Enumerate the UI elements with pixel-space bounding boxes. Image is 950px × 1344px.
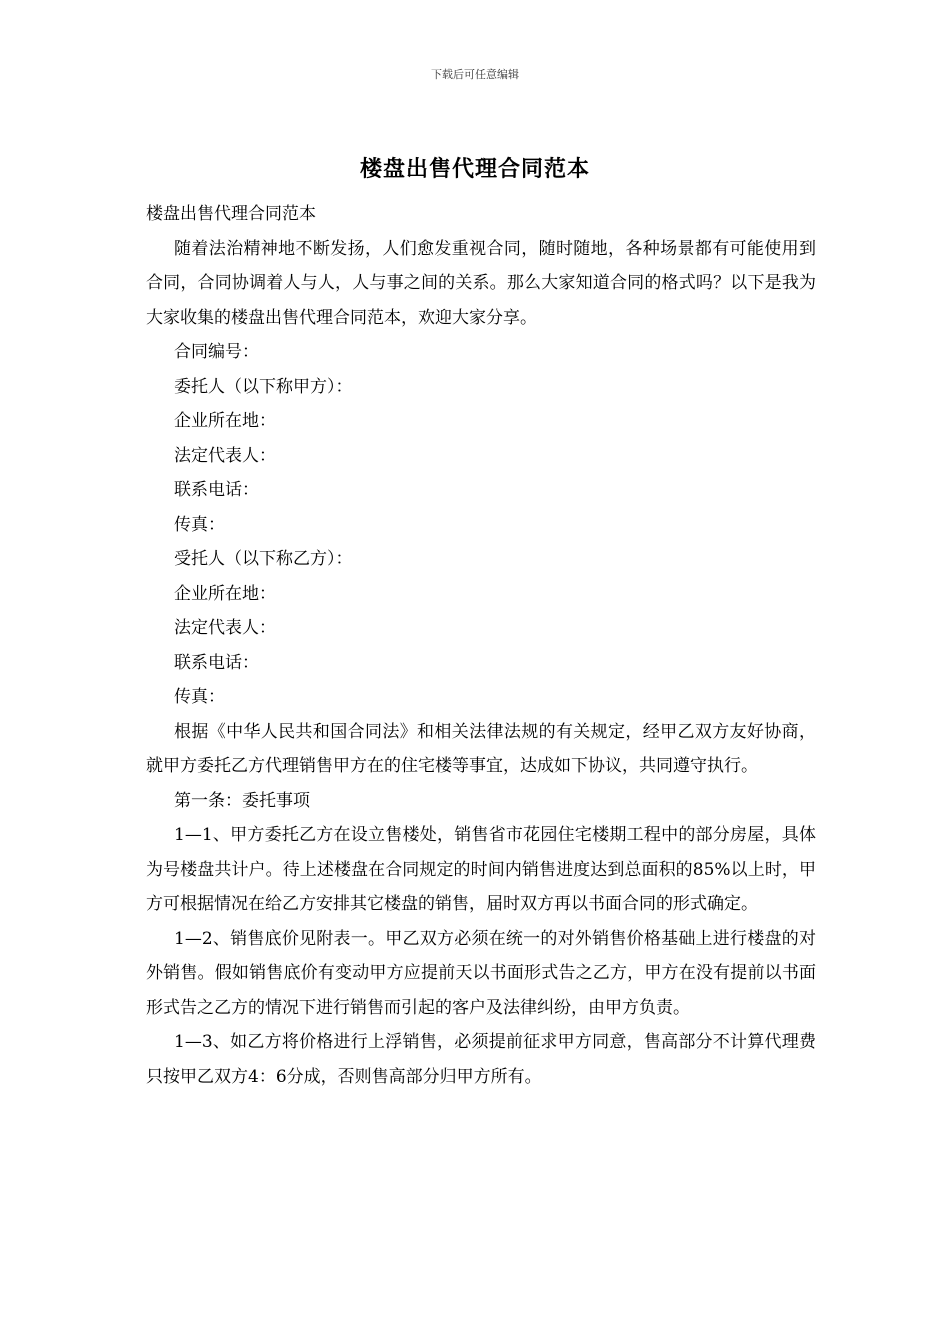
party-b-phone-field: 联系电话： [174, 652, 259, 673]
subtitle-line: 楼盘出售代理合同范本 [146, 204, 316, 224]
party-b-fax-field: 传真： [174, 687, 225, 707]
document-title: 楼盘出售代理合同范本 [359, 156, 590, 182]
document-body [146, 197, 816, 1094]
party-a-phone-field: 联系电话： [174, 480, 259, 500]
party-a-fax-field: 传真： [174, 514, 225, 535]
party-a-heading: 委托人（以下称甲方）： [174, 376, 353, 397]
party-b-representative-field: 法定代表人： [174, 618, 276, 638]
clause-1-3: 1—3、如乙方将价格进行上浮销售，必须提前征求甲方同意，售高部分不计算代理费只按甲乙双方4：6分成，否则售高部分归甲方所有。 [146, 1032, 816, 1087]
party-b-heading: 受托人（以下称乙方）： [174, 549, 353, 569]
party-b-address-field: 企业所在地： [174, 583, 276, 604]
legal-basis-paragraph: 根据《中华人民共和国合同法》和相关法律法规的有关规定，经甲乙双方友好协商，就甲方委托乙方代理销售甲方在的住宅楼等事宜，达成如下协议，共同遵守执行。 [146, 721, 816, 776]
clause-1-2: 1—2、销售底价见附表一。甲乙双方必须在统一的对外销售价格基础上进行楼盘的对外销售。假如销售底价有变动甲方应提前天以书面形式告之乙方，甲方在没有提前以书面形式告之乙方的情况下进行销售而引起的客户及法律纠纷，由甲方负责。 [146, 928, 816, 1018]
clause-1-1: 1—1、甲方委托乙方在设立售楼处，销售省市花园住宅楼期工程中的部分房屋，具体为号楼盘共计户。待上述楼盘在合同规定的时间内销售进度达到总面积的85%以上时，甲方可根据情况在给乙方安排其它楼盘的销售，届时双方再以书面合同的形式确定。 [146, 825, 816, 914]
party-a-representative-field: 法定代表人： [174, 445, 276, 466]
party-a-address-field: 企业所在地： [174, 411, 276, 431]
article-1-heading: 第一条：委托事项 [174, 790, 310, 811]
intro-paragraph: 随着法治精神地不断发扬，人们愈发重视合同，随时随地，各种场景都有可能使用到合同，合同协调着人与人，人与事之间的关系。那么大家知道合同的格式吗？以下是我为大家收集的楼盘出售代理合同范本，欢迎大家分享。 [146, 238, 816, 328]
header-note: 下载后可任意编辑 [431, 68, 519, 81]
contract-number-field: 合同编号： [174, 342, 259, 362]
